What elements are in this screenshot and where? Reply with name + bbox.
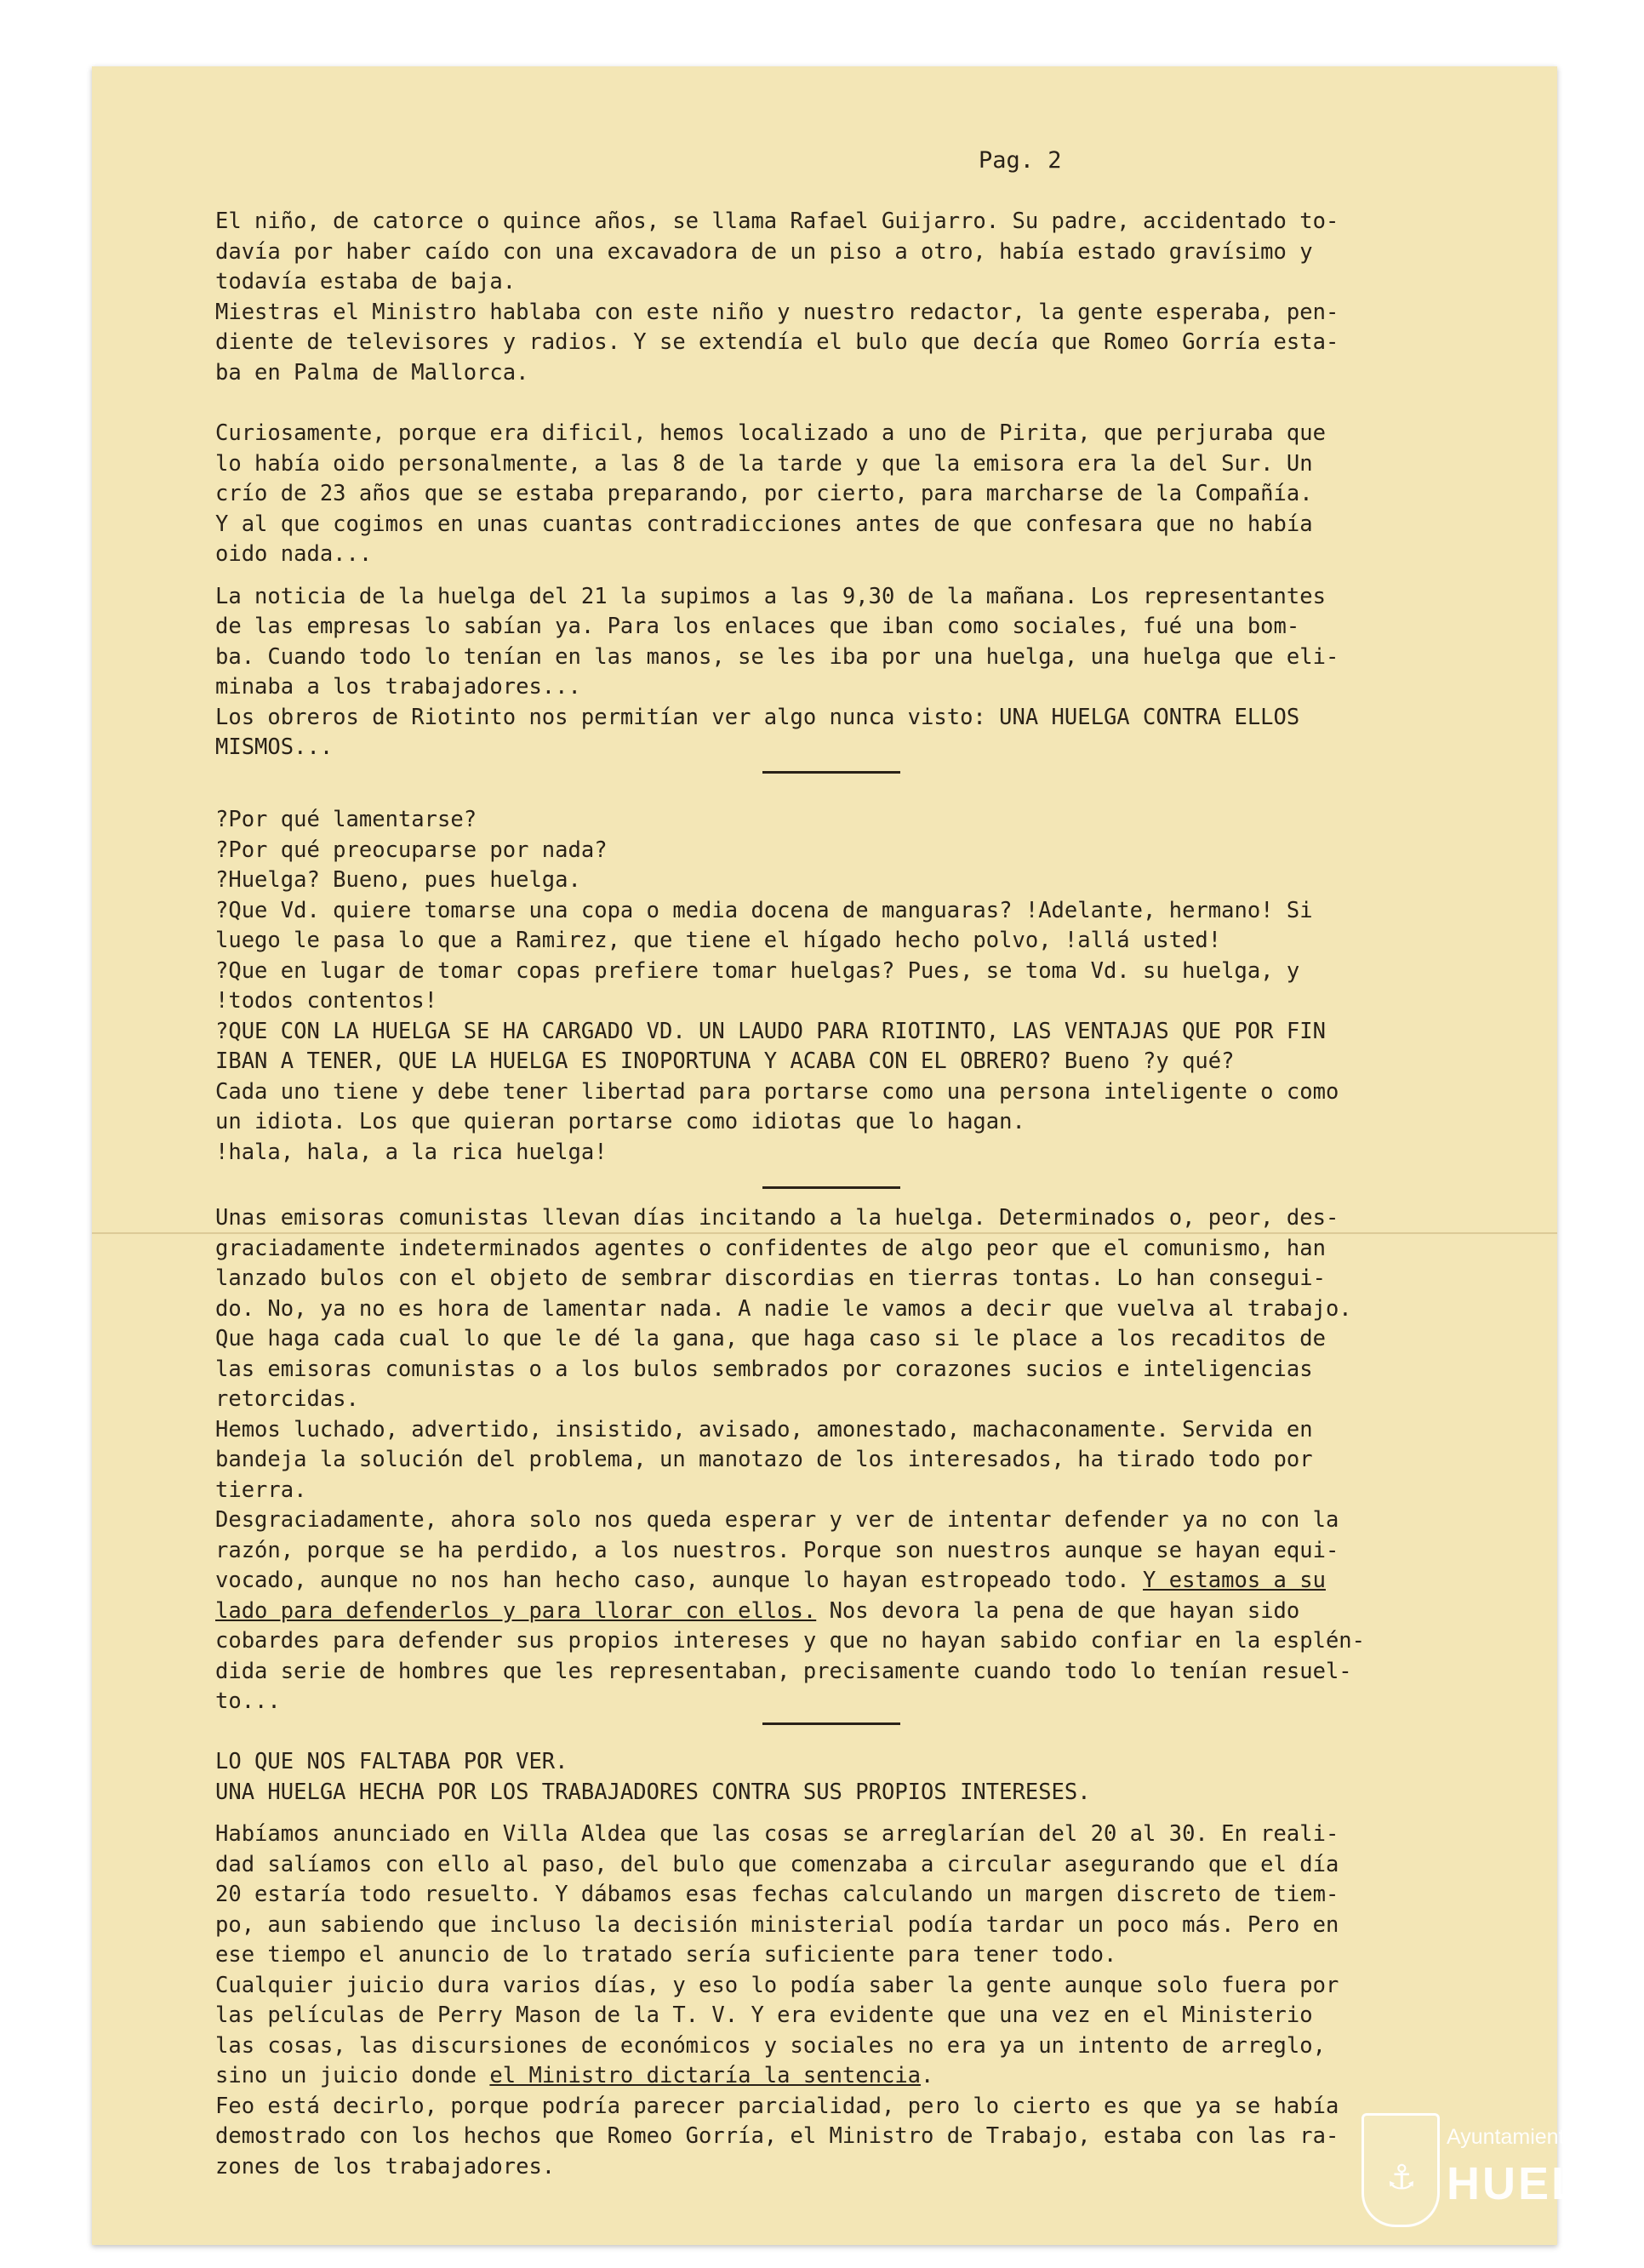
section-divider bbox=[762, 771, 900, 774]
paragraph-3: La noticia de la huelga del 21 la supimos a las 9,30 de la mañana. Los representantes de las empresas lo sabían ya. Para los enlaces que iban como sociales, fué una bom- ba. Cuando todo lo tenían en las manos, se les iba por una huelga, una huelga que eli- minaba a los trabajadores... Los obreros de Riotinto nos permitían ver algo nunca visto: UNA HUELGA CONTRA ELLOS MISMOS... bbox=[215, 583, 1339, 760]
underlined-phrase: Y estamos a su lado para defenderlos y para llorar con ellos. bbox=[215, 1568, 1326, 1624]
page-number: Pag. 2 bbox=[979, 147, 1062, 174]
paragraph-5 bbox=[215, 1203, 1517, 1717]
section-divider bbox=[762, 1186, 900, 1189]
paragraph-5-tail: Nos devora la pena de que hayan sido cobardes para defender sus propios intereses y que no hayan sabido confiar en la esplén- dida serie de hombres que les representaban, precisamente cuando todo lo tenían resuel- to... bbox=[215, 1597, 1366, 1714]
paragraph-6 bbox=[215, 1820, 1517, 2182]
paragraph-7: Feo está decirlo, porque podría parecer parcialidad, pero lo cierto es que ya se había demostrado con los hechos que Romeo Gorría, el Ministro de Trabajo, estaba con las ra- zones de los trabajadores. bbox=[215, 2093, 1339, 2179]
anchor-icon: ⚓ bbox=[1386, 2158, 1417, 2197]
watermark-line-1: Ayuntamiento de bbox=[1447, 2125, 1607, 2149]
paragraph-1: El niño, de catorce o quince años, se llama Rafael Guijarro. Su padre, accidentado to- davía por haber caído con una excavadora de un piso a otro, había estado gravísimo y todavía estaba de baja. Miestras el Ministro hablaba con este niño y nuestro redactor, la gente esperaba, pen- diente de televisores y radios. Y se extendía el bulo que decía que Romeo Gorría esta- ba en Palma de Mallorca. bbox=[215, 209, 1339, 386]
paragraph-6-end: . bbox=[921, 2063, 934, 2088]
ayuntamiento-huelva-watermark bbox=[1361, 2113, 1642, 2232]
underlined-sentence: el Ministro dictaría la sentencia bbox=[489, 2063, 922, 2088]
section-4 bbox=[215, 1747, 1517, 2182]
coat-of-arms-icon bbox=[1361, 2113, 1440, 2227]
paragraph-5-text: Unas emisoras comunistas llevan días incitando a la huelga. Determinados o, peor, des- graciadamente indeterminados agentes o confidentes de algo peor que el comunismo, han lanzado bulos con el objeto de sembrar discordias en tierras tontas. Lo han consegui- do. No, ya no es hora de lamentar nada. A nadie le vamos a decir que vuelva al trabajo. Que haga cada cual lo que le dé la gana, que haga caso si le place a los recaditos de las emisoras comunistas o a los bulos sembrados por corazones sucios e inteligencias retorcidas. Hemos luchado, advertido, insistido, avisado, amonestado, machaconamente. Servida en bandeja la solución del problema, un manotazo de los interesados, ha tirado todo por tierra. Desgraciadamente, ahora solo nos queda esperar y ver de intentar defender ya no con la razón, porque se ha perdido, a los nuestros. Porque son nuestros aunque se hayan equi- vocado, aunque no nos han hecho caso, aunque lo hayan estropeado todo. bbox=[215, 1205, 1352, 1593]
document-sheet bbox=[92, 66, 1644, 2245]
paragraph-4: ?Por qué lamentarse? ?Por qué preocuparse por nada? ?Huelga? Bueno, pues huelga. ?Que Vd. quiere tomarse una copa o media docena de manguaras? !Adelante, hermano! Si luego le pasa lo que a Ramirez, que tiene el hígado hecho polvo, !allá usted! ?Que en lugar de tomar copas prefiere tomar huelgas? Pues, se toma Vd. su huelga, y !todos contentos! ?QUE CON LA HUELGA SE HA CARGADO VD. UN LAUDO PARA RIOTINTO, LAS VENTAJAS QUE POR FIN IBAN A TENER, QUE LA HUELGA ES INOPORTUNA Y ACABA CON EL OBRERO? Bueno ?y qué? Cada uno tiene y debe tener libertad para portarse como una persona inteligente o como un idiota. Los que quieran portarse como idiotas que lo hagan. !hala, hala, a la rica huelga! bbox=[215, 807, 1339, 1165]
section-divider bbox=[762, 1722, 900, 1725]
watermark-line-2: HUELVA bbox=[1447, 2158, 1644, 2209]
section-1 bbox=[215, 207, 1517, 763]
section-heading: LO QUE NOS FALTABA POR VER. UNA HUELGA HECHA POR LOS TRABAJADORES CONTRA SUS PROPIOS INTERESES. bbox=[215, 1749, 1091, 1805]
section-2 bbox=[215, 805, 1517, 1168]
section-3 bbox=[215, 1203, 1517, 1717]
paragraph-2: Curiosamente, porque era dificil, hemos localizado a uno de Pirita, que perjuraba que lo había oido personalmente, a las 8 de la tarde y que la emisora era la del Sur. Un crío de 23 años que se estaba preparando, por cierto, para marcharse de la Compañía. Y al que cogimos en unas cuantas contradicciones antes de que confesara que no había oido nada... bbox=[215, 420, 1326, 567]
paragraph-6-text: Habíamos anunciado en Villa Aldea que las cosas se arreglarían del 20 al 30. En reali- dad salíamos con ello al paso, del bulo que comenzaba a circular asegurando que el día 20 estaría todo resuelto. Y dábamos esas fechas calculando un margen discreto de tiem- po, aun sabiendo que incluso la decisión ministerial podía tardar un poco más. Pero en ese tiempo el anuncio de lo tratado sería suficiente para tener todo. Cualquier juicio dura varios días, y eso lo podía saber la gente aunque solo fuera por las películas de Perry Mason de la T. V. Y era evidente que una vez en el Ministerio las cosas, las discursiones de económicos y sociales no era ya un intento de arreglo, sino un juicio donde bbox=[215, 1821, 1339, 2088]
